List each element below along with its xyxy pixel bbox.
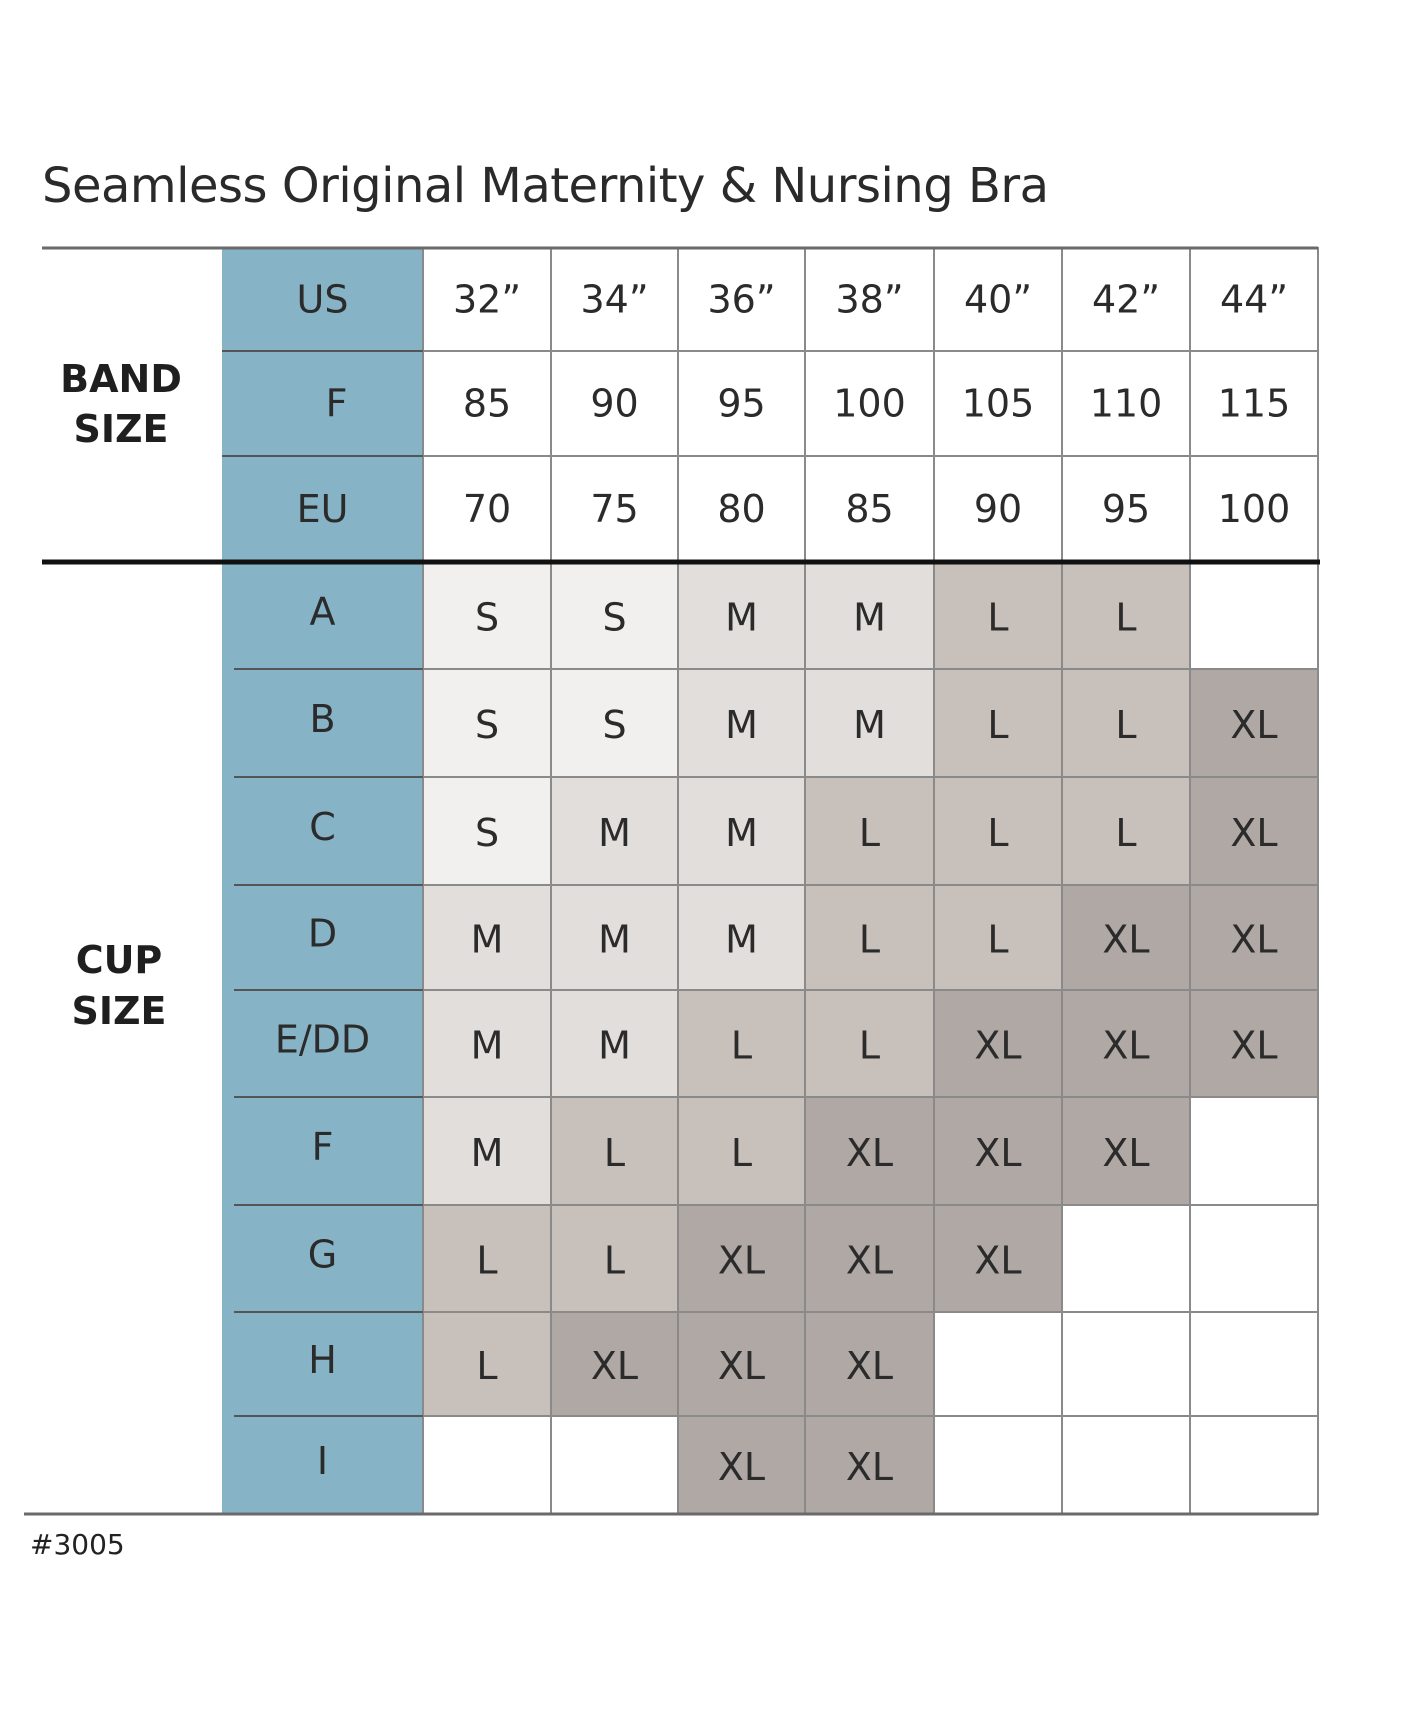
band-value: 44” [1219, 277, 1289, 322]
size-value: XL [845, 1445, 894, 1489]
band-size-label: BAND [60, 357, 182, 401]
size-cell [1062, 1312, 1190, 1416]
size-value: M [725, 703, 758, 747]
size-value: L [858, 811, 881, 855]
band-value: 34” [580, 277, 649, 322]
size-value: L [987, 595, 1009, 640]
size-cell [551, 1416, 678, 1514]
size-value: L [987, 811, 1009, 855]
size-value: XL [974, 1238, 1022, 1283]
style-number: #3005 [30, 1528, 125, 1561]
size-value: XL [1230, 1023, 1278, 1068]
size-value: M [853, 703, 886, 747]
cup-row-label: B [309, 697, 336, 741]
band-value: 100 [1217, 487, 1291, 531]
size-value: L [603, 1131, 626, 1175]
band-value: 36” [707, 277, 776, 322]
cup-row-label: I [316, 1439, 329, 1483]
size-value: XL [845, 1344, 894, 1388]
size-value: L [1115, 703, 1137, 747]
size-value: M [470, 917, 504, 962]
size-cell [1190, 562, 1318, 669]
size-value: M [725, 595, 758, 640]
size-value: XL [590, 1344, 639, 1388]
size-value: L [730, 1131, 753, 1175]
band-value: 110 [1089, 381, 1163, 426]
size-value: M [470, 1023, 504, 1068]
size-value: M [853, 595, 886, 640]
size-cell [934, 1416, 1062, 1514]
size-value: M [725, 917, 758, 962]
size-value: L [987, 917, 1009, 962]
band-value: 95 [717, 381, 766, 426]
size-value: L [603, 1238, 626, 1283]
cup-row-label: C [309, 805, 336, 849]
band-value: 85 [845, 487, 894, 531]
size-value: XL [845, 1131, 894, 1175]
size-value: L [476, 1238, 498, 1283]
band-value: 80 [717, 487, 766, 531]
chart-title: Seamless Original Maternity & Nursing Bra [42, 158, 1049, 214]
size-cell [1062, 1205, 1190, 1312]
band-value: 40” [963, 277, 1033, 322]
size-value: XL [1102, 917, 1150, 962]
size-value: XL [1230, 917, 1278, 962]
band-value: 32” [452, 277, 522, 322]
size-value: M [598, 1023, 631, 1068]
size-value: XL [1230, 811, 1278, 855]
size-cell [1190, 1205, 1318, 1312]
size-value: M [470, 1131, 504, 1175]
cup-row-label: H [308, 1338, 337, 1382]
size-value: M [598, 917, 631, 962]
size-value: XL [974, 1023, 1022, 1068]
cup-size-label: SIZE [71, 989, 167, 1033]
size-value: L [1115, 595, 1137, 640]
size-value: L [1115, 811, 1137, 855]
size-value: XL [1102, 1023, 1150, 1068]
size-value: XL [845, 1238, 894, 1283]
cup-row-label: D [307, 911, 338, 956]
band-value: 115 [1217, 381, 1291, 426]
cup-size-label: CUP [75, 938, 163, 982]
band-value: 42” [1091, 277, 1161, 322]
size-value: L [730, 1023, 753, 1068]
band-size-label: SIZE [73, 407, 169, 451]
band-value: 90 [973, 487, 1023, 531]
size-value: L [858, 1023, 881, 1068]
size-value: S [602, 595, 627, 640]
size-value: S [474, 595, 500, 640]
band-value: 85 [462, 381, 512, 426]
size-value: M [598, 811, 631, 855]
size-cell [934, 1312, 1062, 1416]
size-value: L [987, 703, 1009, 747]
band-value: 38” [835, 277, 904, 322]
row-header-column [222, 248, 423, 1514]
band-row-label: F [325, 381, 348, 426]
size-value: L [858, 917, 881, 962]
size-cell [423, 1416, 551, 1514]
band-row-label: US [296, 277, 349, 322]
cup-row-label: F [311, 1125, 334, 1169]
size-value: XL [717, 1238, 766, 1283]
size-value: S [474, 703, 500, 747]
size-value: XL [1102, 1131, 1150, 1175]
size-value: S [602, 703, 627, 747]
band-value: 100 [833, 381, 906, 426]
cup-row-label: E/DD [274, 1017, 371, 1062]
size-cell [1190, 1416, 1318, 1514]
size-cell [1062, 1416, 1190, 1514]
cup-row-label: A [309, 589, 336, 634]
band-row-label: EU [296, 487, 349, 531]
size-cell [1190, 1097, 1318, 1205]
band-value: 105 [961, 381, 1035, 426]
size-value: XL [974, 1131, 1022, 1175]
band-value: 95 [1101, 487, 1151, 531]
band-value: 90 [590, 381, 639, 426]
band-value: 75 [590, 487, 639, 531]
size-value: M [725, 811, 758, 855]
size-cell [1190, 1312, 1318, 1416]
size-value: XL [1230, 703, 1278, 747]
band-value: 70 [462, 487, 512, 531]
size-value: XL [717, 1344, 766, 1388]
size-value: L [476, 1344, 498, 1388]
size-value: S [474, 811, 500, 855]
cup-row-label: G [307, 1232, 338, 1277]
size-value: XL [717, 1445, 766, 1489]
